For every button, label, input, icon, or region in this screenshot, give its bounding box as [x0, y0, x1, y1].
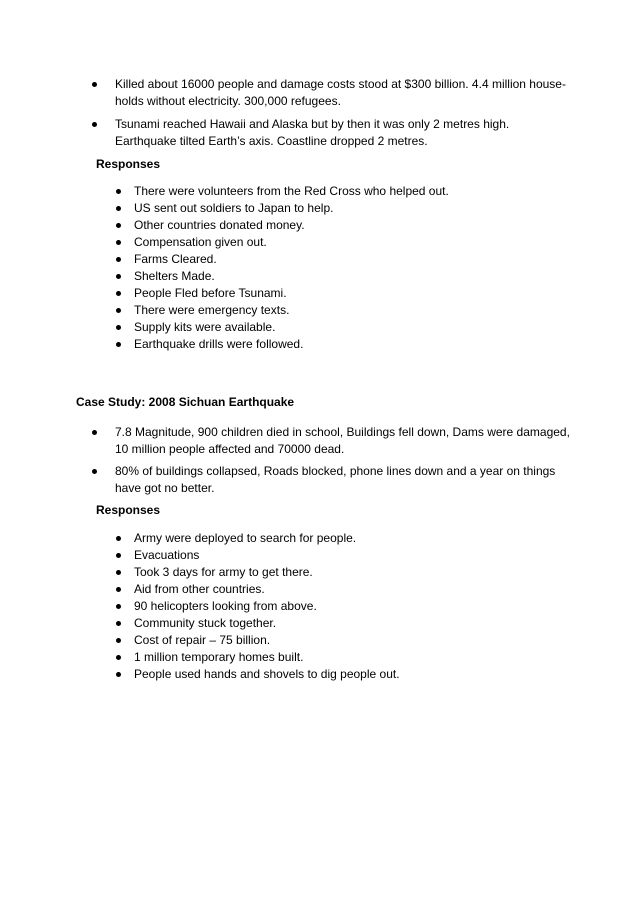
response-text: There were volunteers from the Red Cross who helped out.	[134, 184, 449, 198]
response-text: 90 helicopters looking from above.	[134, 599, 317, 613]
bullet-icon	[92, 82, 97, 87]
list-item	[116, 217, 536, 234]
bullet-icon	[92, 430, 97, 435]
bullet-icon	[116, 223, 121, 228]
bullet-icon	[116, 274, 121, 279]
list-item	[92, 424, 572, 458]
response-text: Army were deployed to search for people.	[134, 531, 357, 545]
bullet-icon	[116, 240, 121, 245]
list-item	[116, 319, 536, 336]
bullet-icon	[92, 469, 97, 474]
list-item	[116, 530, 536, 547]
list-item	[116, 285, 536, 302]
japan-responses-list	[116, 183, 536, 353]
bullet-icon	[116, 655, 121, 660]
response-text: Earthquake drills were followed.	[134, 337, 304, 351]
list-item	[92, 463, 572, 497]
list-item	[116, 200, 536, 217]
response-text: US sent out soldiers to Japan to help.	[134, 201, 334, 215]
sichuan-facts-list	[92, 424, 572, 502]
list-item	[116, 336, 536, 353]
response-text: People Fled before Tsunami.	[134, 286, 287, 300]
bullet-icon	[116, 604, 121, 609]
list-item	[116, 302, 536, 319]
bullet-icon	[116, 638, 121, 643]
bullet-icon	[116, 553, 121, 558]
response-text: People used hands and shovels to dig people out.	[134, 667, 400, 681]
response-text: Shelters Made.	[134, 269, 215, 283]
bullet-icon	[116, 587, 121, 592]
bullet-icon	[116, 342, 121, 347]
japan-facts-list	[92, 76, 572, 156]
sichuan-responses-heading: Responses	[96, 503, 161, 517]
bullet-icon	[116, 308, 121, 313]
list-item	[116, 268, 536, 285]
response-text: There were emergency texts.	[134, 303, 290, 317]
bullet-icon	[116, 291, 121, 296]
bullet-icon	[116, 672, 121, 677]
bullet-icon	[116, 325, 121, 330]
response-text: 1 million temporary homes built.	[134, 650, 304, 664]
fact-text: 7.8 Magnitude, 900 children died in school, Buildings fell down, Dams were damaged, 10 million people affected and 70000 dead.	[115, 425, 570, 456]
bullet-icon	[116, 621, 121, 626]
japan-responses-heading: Responses	[96, 157, 161, 171]
response-text: Supply kits were available.	[134, 320, 276, 334]
list-item	[116, 183, 536, 200]
bullet-icon	[116, 536, 121, 541]
bullet-icon	[116, 257, 121, 262]
bullet-icon	[116, 570, 121, 575]
response-text: Evacuations	[134, 548, 200, 562]
list-item	[116, 234, 536, 251]
sichuan-responses-list	[116, 530, 536, 683]
list-item	[116, 632, 536, 649]
response-text: Farms Cleared.	[134, 252, 217, 266]
list-item	[116, 581, 536, 598]
list-item	[116, 547, 536, 564]
list-item	[116, 615, 536, 632]
list-item	[92, 116, 572, 150]
case-study-title: Case Study: 2008 Sichuan Earthquake	[76, 395, 295, 409]
fact-text: Tsunami reached Hawaii and Alaska but by then it was only 2 metres high. Earthquake tilted Earth’s axis. Coastline dropped 2 metres.	[115, 117, 510, 148]
bullet-icon	[116, 206, 121, 211]
response-text: Community stuck together.	[134, 616, 277, 630]
response-text: Aid from other countries.	[134, 582, 265, 596]
bullet-icon	[92, 122, 97, 127]
list-item	[116, 649, 536, 666]
bullet-icon	[116, 189, 121, 194]
list-item	[116, 598, 536, 615]
response-text: Took 3 days for army to get there.	[134, 565, 313, 579]
fact-text: 80% of buildings collapsed, Roads blocked, phone lines down and a year on things have got no better.	[115, 464, 556, 495]
response-text: Other countries donated money.	[134, 218, 305, 232]
fact-text: Killed about 16000 people and damage costs stood at $300 billion. 4.4 million house-holds without electricity. 300,000 refugees.	[115, 77, 566, 108]
response-text: Cost of repair – 75 billion.	[134, 633, 271, 647]
response-text: Compensation given out.	[134, 235, 267, 249]
list-item	[116, 666, 536, 683]
list-item	[116, 564, 536, 581]
list-item	[92, 76, 572, 110]
list-item	[116, 251, 536, 268]
